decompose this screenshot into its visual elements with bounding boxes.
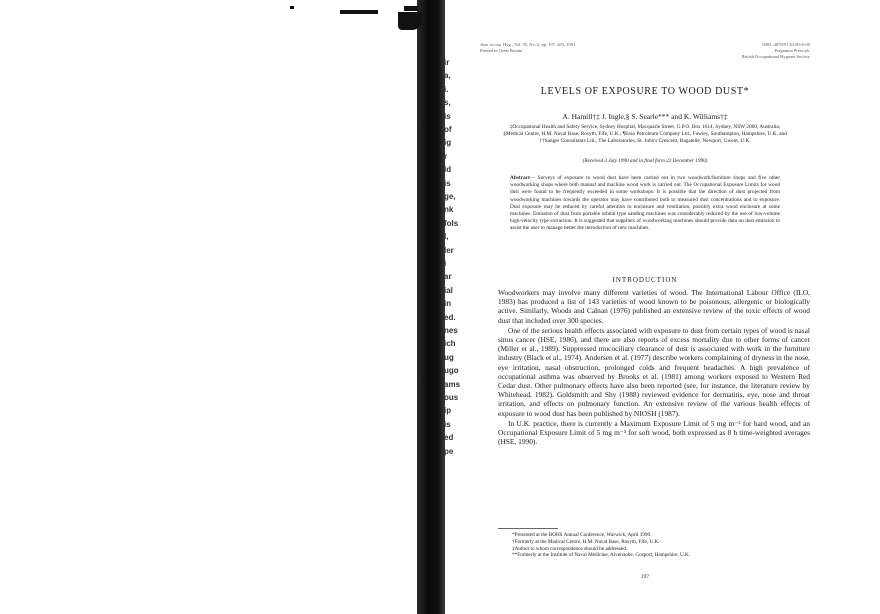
margin-fragment: i [444, 259, 447, 268]
publisher: Pergamon Press plc [774, 48, 810, 53]
footnote: **Formerly at the Institute of Naval Medicine, Alverstoke, Gosport, Hampshire, U.K. [512, 552, 691, 559]
paragraph: One of the serious health effects associated with exposure to dust from certain types of wood is nasal sinus cancer (HSE, 1986), and there are also reports of excess mortality due to other forms of cancer (Miller et al., 1989). Suppressed mucociliary clearance of dust is associated with work in the furniture industry (Black et al., 1974). Andersen et al. (1977) describe workers complaining of dryness in the nose, eye irritation, nasal obstruction, prolonged colds and frequent headaches. A high prevalence of occupational asthma was observed by Brooks et al. (1981) among workers exposed to Western Red Cedar dust. Other pulmonary effects have also been reported (see, for instance, the literature review by Whitehead, 1982). Goldsmith and Shy (1988) reviewed evidence for dermatitis, eye, nose and throat irritation, and effects on pulmonary function. An extensive review of the various health effects of exposure to wood dust has been published by NIOSH (1987). [498, 325, 810, 418]
margin-fragment: ge, [444, 192, 456, 201]
margin-fragment: nes [444, 326, 458, 335]
margin-fragment: nk [444, 205, 454, 215]
margin-fragment: ugo [444, 366, 459, 376]
binding-edge-shadow [398, 12, 422, 30]
footnote: ‡Author to whom correspondence should be addressed. [512, 545, 628, 552]
society: British Occupational Hygiene Society [741, 54, 810, 59]
footnotes [512, 532, 802, 559]
journal-header-right [650, 42, 810, 60]
margin-fragment: in [444, 299, 452, 309]
margin-fragment: ir [444, 58, 450, 67]
scan-speck [290, 6, 294, 9]
abstract [510, 175, 780, 233]
margin-fragment: ial [444, 285, 453, 295]
margin-fragment: ld [444, 165, 452, 175]
margin-fragment: ug [444, 352, 454, 362]
margin-fragment: ous [444, 393, 459, 402]
margin-fragment: ar [444, 272, 452, 282]
margin-fragment: is [444, 419, 451, 429]
margin-fragment: s, [444, 98, 451, 108]
margin-fragment: l, [444, 232, 449, 242]
margin-fragment: i. [444, 84, 449, 94]
page-number: 197 [640, 574, 650, 580]
issn-price: 0003–4878/91 $3.00+0.00 [762, 42, 810, 47]
margin-fragment: a, [444, 71, 451, 81]
margin-fragment: pe [444, 446, 454, 456]
scan-speck [404, 6, 418, 11]
footnote: †Formerly at the Medical Centre, H.M. Naval Base, Rosyth, Fife, U.K. [512, 538, 660, 545]
received-dates: (Received 3 July 1990 and in final form 22 December 1990) [582, 158, 708, 164]
journal-page [480, 30, 810, 600]
margin-fragment: ich [444, 339, 456, 349]
section-heading-introduction: INTRODUCTION [612, 276, 678, 284]
paragraph: Woodworkers may involve many different varieties of wood. The International Labour Office (ILO, 1983) has produced a list of 143 varieties of wood known to be poisonous, allergenic or biologically active. Similarly, Woods and Calnan (1976) published an extensive review of the toxic effects of wood dust that included over 300 species. [498, 288, 810, 325]
margin-fragment: r [444, 151, 448, 161]
margin-fragment: ed [444, 433, 454, 443]
margin-fragment: ed. [444, 312, 456, 322]
margin-fragment: ler [444, 245, 454, 255]
paper-title: LEVELS OF EXPOSURE TO WOOD DUST* [540, 86, 750, 97]
margin-fragment: fols [444, 218, 459, 228]
scan-speck [340, 10, 378, 14]
paper-authors: A. Hamill†‡ J. Ingle,§ S. Searle*** and K. Williams†‡ [562, 112, 728, 121]
margin-fragment: is [444, 178, 451, 188]
paragraph: In U.K. practice, there is currently a Maximum Exposure Limit of 5 mg m⁻³ for hard wood, and an Occupational Exposure Limit of 5 mg m⁻³ for soft wood, both expressed as 8 h time-weighted averages (HSE, 1990). [498, 418, 810, 447]
margin-fragment: ams [444, 379, 461, 389]
facing-page-fragments [440, 0, 470, 614]
footnote-rule [498, 528, 558, 529]
abstract-text: — Surveys of exposure to wood dust have been carried out in two woodwork/furniture shops and five other woodworking shops where both manual and machine wood work is carried out. The Occupational Exposure Limits for wood dust were found to be frequently exceeded in some workshops. It is possible that the direction of dust projected from woodworking machines towards the operator may have contributed both to measured dust concentrations and to exposure. Dust exposure may be reduced by careful attention to enclosure and ventilation, possibly extra wood enclosure at some machines. Emission of dust from portable orbital type sanding machines was considerably reduced by the use of low-volume high-velocity type extraction. It is suggested that suppliers of woodworking machines should provide data on dust emission to assist the user to manage better the introduction of new machines. [510, 175, 780, 232]
footnote: *Presented at the BOHS Annual Conference, Warwick, April 1990. [512, 532, 652, 538]
margin-fragment: ip [444, 406, 452, 416]
journal-citation: Ann. occup. Hyg., Vol. 35, No. 2, pp. 197–203, 1991 [480, 42, 576, 47]
body-text [498, 288, 810, 447]
abstract-label: Abstract [510, 175, 530, 181]
margin-fragment: ig [444, 138, 452, 148]
journal-header-left [480, 42, 650, 54]
margin-fragment: is [444, 111, 451, 121]
margin-fragment: of [444, 125, 452, 134]
author-affiliations: ‡Occupational Health and Safety Service, Sydney Hospital, Macquarie Street, G.P.O. Box 1614, Sydney, NSW 2000, Australia; §Medical Centre, H.M. Naval Base, Rosyth, Fife, U.K.; ¶Esso Petroleum Company Ltd., Fawley, Southampton, Hampshire, U.K. and ††Sanger Consultants Ltd., The Laboratories, St. John's Crescent, Bagatelle, Newport, Gwent, U.K. [503, 124, 787, 145]
printed-in: Printed in Great Britain [480, 48, 523, 53]
